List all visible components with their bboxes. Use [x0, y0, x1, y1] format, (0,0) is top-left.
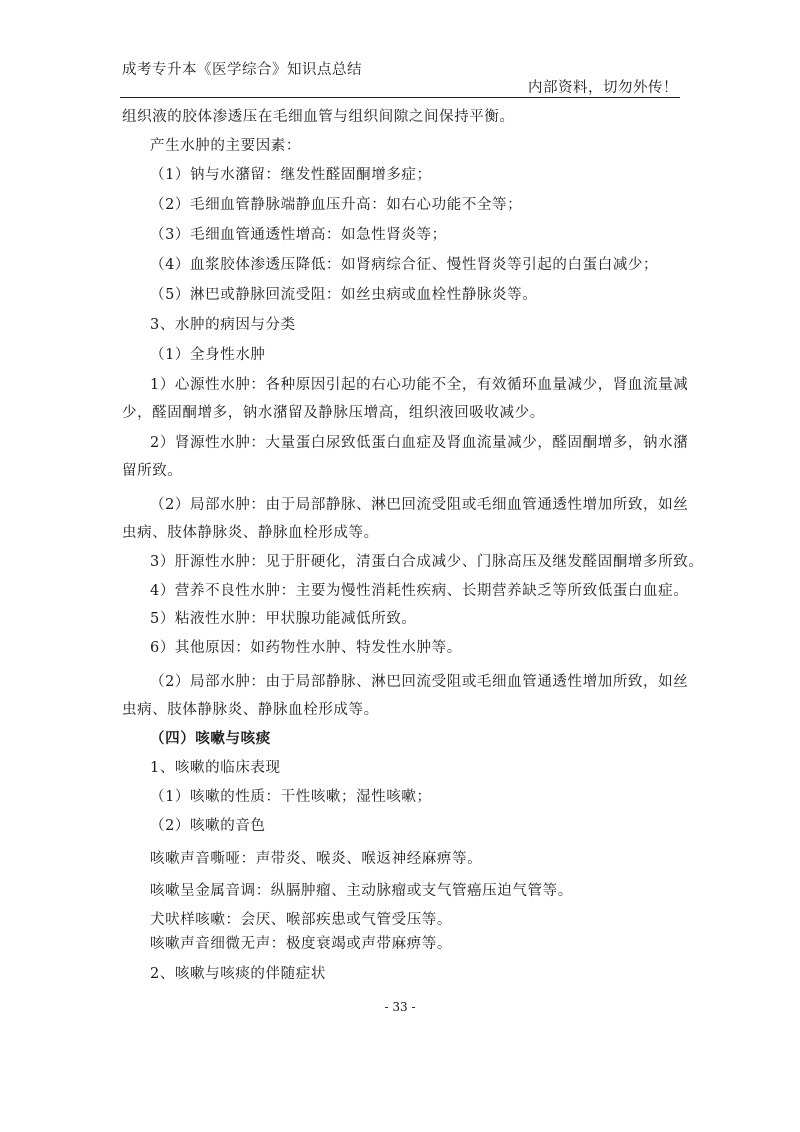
text-line: 犬吠样咳嗽：会厌、喉部疾患或气管受压等。 — [150, 912, 452, 928]
text-line: 组织液的胶体渗透压在毛细血管与组织间隙之间保持平衡。 — [122, 109, 515, 125]
text-line: 咳嗽声音嘶哑：声带炎、喉炎、喉返神经麻痹等。 — [150, 851, 483, 867]
text-line: 6）其他原因：如药物性水肿、特发性水肿等。 — [150, 640, 462, 656]
text-line: 留所致。 — [122, 463, 183, 479]
text-line: 4）营养不良性水肿：主要为慢性消耗性疾病、长期营养缺乏等所致低蛋白血症。 — [150, 583, 689, 599]
section-heading: （四）咳嗽与咳痰 — [150, 730, 271, 747]
text-line: 虫病、肢体静脉炎、静脉血栓形成等。 — [122, 702, 379, 718]
text-line: 1、咳嗽的临床表现 — [150, 760, 281, 776]
text-line: 少，醛固酮增多，钠水潴留及静脉压增高，组织液回吸收减少。 — [122, 405, 545, 421]
text-line: 5）粘液性水肿：甲状腺功能减低所致。 — [150, 611, 417, 627]
text-line: （2）局部水肿：由于局部静脉、淋巴回流受阻或毛细血管通透性增加所致，如丝 — [150, 497, 689, 513]
text-line: （2）毛细血管静脉端静血压升高：如右心功能不全等； — [150, 197, 523, 213]
text-line: 虫病、肢体静脉炎、静脉血栓形成等。 — [122, 525, 379, 541]
page-header-title: 成考专升本《医学综合》知识点总结 — [122, 62, 362, 78]
text-line: （4）血浆胶体渗透压降低：如肾病综合征、慢性肾炎等引起的白蛋白减少； — [150, 257, 659, 273]
header-divider — [120, 97, 680, 98]
text-line: 咳嗽声音细微无声：极度衰竭或声带麻痹等。 — [150, 936, 452, 952]
text-line: 3、水肿的病因与分类 — [150, 317, 296, 333]
text-line: （1）全身性水肿 — [150, 347, 266, 363]
text-line: （1）咳嗽的性质：干性咳嗽；湿性咳嗽； — [150, 789, 432, 805]
text-line: 3）肝源性水肿：见于肝硬化，清蛋白合成减少、门脉高压及继发醛固酮增多所致。 — [150, 554, 704, 570]
text-line: （2）局部水肿：由于局部静脉、淋巴回流受阻或毛细血管通透性增加所致，如丝 — [150, 674, 689, 690]
text-line: （2）咳嗽的音色 — [150, 818, 266, 834]
text-line: （1）钠与水潴留：继发性醛固酮增多症； — [150, 167, 432, 183]
text-line: （3）毛细血管通透性增高：如急性肾炎等； — [150, 227, 447, 243]
page-number: - 33 - — [384, 1000, 416, 1014]
text-line: 2、咳嗽与咳痰的伴随症状 — [150, 966, 326, 982]
text-line: 1）心源性水肿：各种原因引起的右心功能不全，有效循环血量减少，肾血流量减 — [150, 377, 689, 393]
page-header-notice: 内部资料，切勿外传！ — [528, 80, 678, 96]
text-line: （5）淋巴或静脉回流受阻：如丝虫病或血栓性静脉炎等。 — [150, 287, 538, 303]
text-line: 2）肾源性水肿：大量蛋白尿致低蛋白血症及肾血流量减少，醛固酮增多，钠水潴 — [150, 435, 689, 451]
text-line: 咳嗽呈金属音调：纵膈肿瘤、主动脉瘤或支气管癌压迫气管等。 — [150, 883, 573, 899]
text-line: 产生水肿的主要因素： — [150, 138, 301, 154]
